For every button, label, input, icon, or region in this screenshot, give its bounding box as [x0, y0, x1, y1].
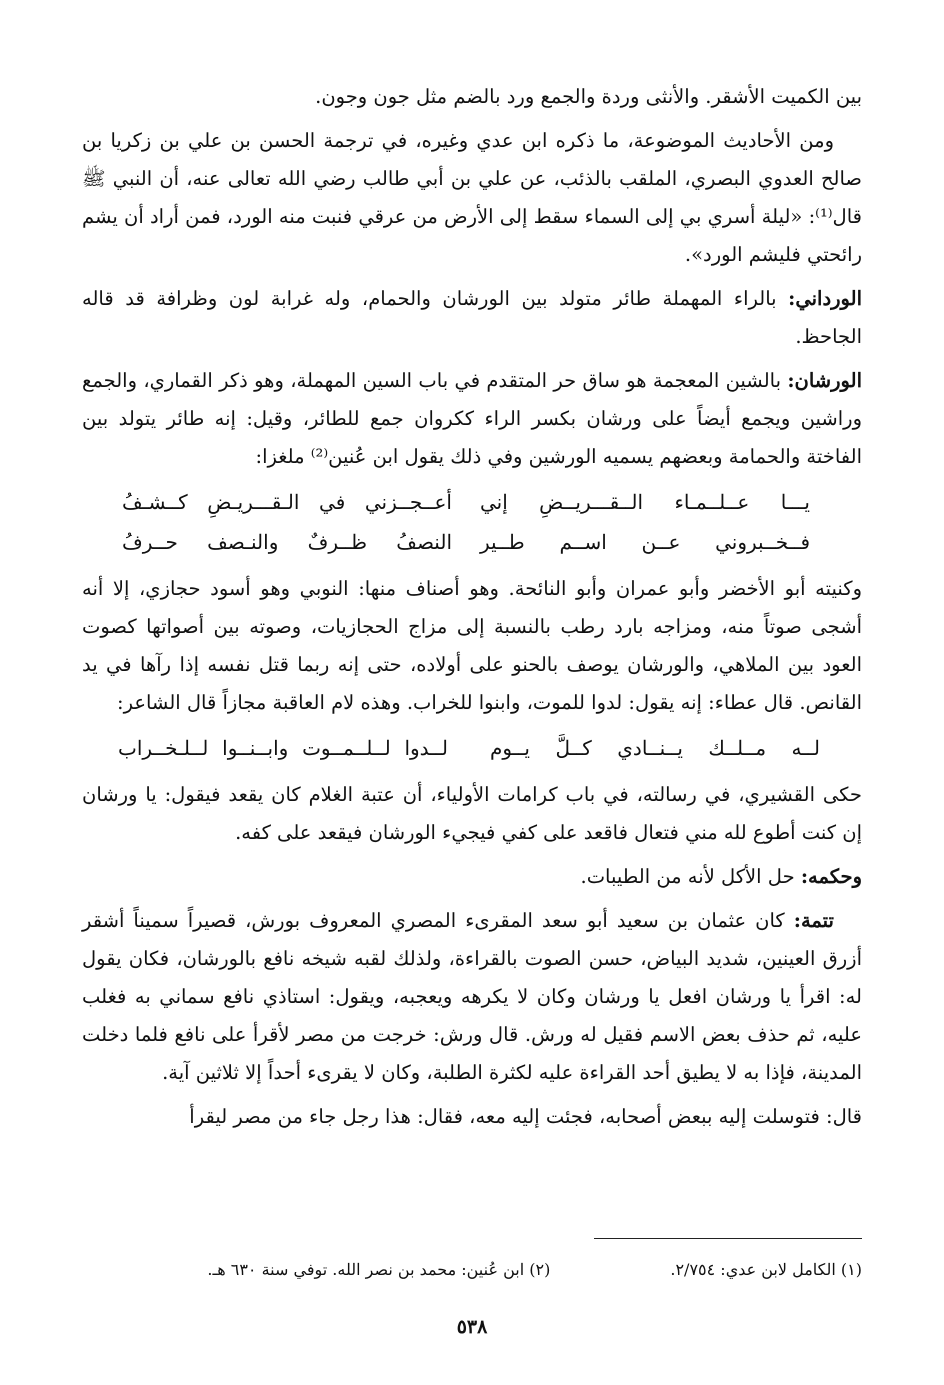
- paragraph-2: [82, 122, 862, 274]
- continuation-text: قال: فتوسلت إليه ببعض أصحابه، فجئت إليه معه، فقال: هذا رجل جاء من مصر ليقرأ: [189, 1105, 862, 1128]
- page-number: ٥٣٨: [456, 1316, 488, 1338]
- warshan-text: بالشين المعجمة هو ساق حر المتقدم في باب السين المهملة، وهو ذكر القماري، والجمع وراشين ويجمع أيضاً على ورشان بكسر الراء ككروان جمع للطائر، وقيل: إنه طائر يتولد بين الفاختة والحمامة وبعضهم يسميه الورشين وفي ذلك يقول ابن عُنين⁽²⁾ ملغزا:: [82, 369, 862, 468]
- paragraph-1-text: بين الكميت الأشقر. والأنثى وردة والجمع ورد بالضم مثل جون وجون.: [315, 85, 862, 108]
- supplement-term: تتمة:: [793, 909, 834, 932]
- poem-line: [82, 522, 862, 562]
- poem-hemistich-left: لــدوا لــلــمــوت وابــنــوا لــلـخــراب: [118, 736, 448, 760]
- footnote-2-number: (٢): [529, 1260, 551, 1279]
- footnote-1-text: الكامل لابن عدي: ٢/٧٥٤.: [670, 1260, 836, 1279]
- paragraph-supplement: [82, 902, 862, 1092]
- footnote-1-number: (١): [840, 1260, 862, 1279]
- paragraph-1: [82, 78, 862, 116]
- paragraph-warshan: [82, 362, 862, 476]
- warshan-term: الورشان:: [787, 369, 862, 392]
- paragraph-qushayri: [82, 776, 862, 852]
- footnote-2-text: ابن عُنين: محمد بن نصر الله. توفي سنة ٦٣٠ هـ.: [207, 1260, 525, 1279]
- supplement-text: كان عثمان بن سعيد أبو سعد المقرىء المصري المعروف بورش، قصيراً سميناً أشقر أزرق العينين، شديد البياض، حسن الصوت بالقراءة، ولذلك لقبه شيخه نافع بالورشان، فكان يقول له: اقرأ يا ورشان افعل يا ورشان وكان لا يكرهه ويعجبه، ويقول: استاذي نافع سماني به فغلب عليه، ثم حذف بعض الاسم فقيل له ورش. قال ورش: خرجت من مصر لأقرأ على نافع فلما دخلت المدينة، فإذا به لا يطيق أحد القراءة عليه لكثرة الطلبة، وكان لا يقرىء أحداً إلا ثلاثين آية.: [82, 909, 862, 1084]
- paragraph-continuation: [82, 1098, 862, 1136]
- poem-hemistich-left: النصفُ ظــرفٌ والنـصف حــرفُ: [122, 530, 452, 554]
- poem-hemistich-right: يـــا عــلــمـاء الــقـــريــضِ إني: [480, 490, 810, 514]
- page-body: [82, 78, 862, 1142]
- poem-line: [82, 482, 862, 522]
- footnote-1: [670, 1256, 862, 1284]
- wardani-text: بالراء المهملة طائر متولد بين الورشان والحمام، وله غرابة لون وظرافة قد قاله الجاحظ.: [82, 287, 862, 348]
- ruling-text: حل الأكل لأنه من الطيبات.: [580, 865, 801, 888]
- paragraph-wardani: [82, 280, 862, 356]
- kunya-text: وكنيته أبو الأخضر وأبو عمران وأبو النائحة. وهو أصناف منها: النوبي وهو أسود حجازي، إلا أنه أشجى صوتاً منه، ومزاجه بارد رطب بالنسبة إلى مزاج الحجازيات، وصوته بين أصواتها كصوت العود بين الملاهي، والورشان يوصف بالحنو على أولاده، حتى إنه ربما قتل نفسه إذا رآها في يد القانص. قال عطاء: إنه يقول: لدوا للموت، وابنوا للخراب. وهذه لام العاقبة مجازاً قال الشاعر:: [82, 577, 862, 714]
- wardani-term: الورداني:: [788, 287, 862, 310]
- footnotes: [82, 1256, 862, 1284]
- paragraph-ruling: [82, 858, 862, 896]
- poem-hemistich-left: أعــجــزني في الـقـــريـضِ كــشـفُ: [122, 490, 452, 514]
- qushayri-text: حكى القشيري، في رسالته، في باب كرامات الأولياء، أن عتبة الغلام كان يقعد فيقول: يا ورشان إن كنت أطوع لله مني فتعال فاقعد على كفي فيجيء الورشان فيقعد على كفه.: [82, 783, 862, 844]
- poem-death: [82, 728, 862, 768]
- poem-hemistich-right: فــخــبروني عــن اســم طــير: [480, 530, 810, 554]
- footnote-divider: [594, 1238, 862, 1239]
- poem-line: [82, 728, 862, 768]
- paragraph-kunya: [82, 570, 862, 722]
- ruling-term: وحكمه:: [800, 865, 862, 888]
- poem-riddle: [82, 482, 862, 562]
- footnote-2: [207, 1256, 550, 1284]
- poem-hemistich-right: لــه مــلــك يــنــادي كــلَّ يــوم: [490, 736, 820, 760]
- paragraph-2-text: ومن الأحاديث الموضوعة، ما ذكره ابن عدي وغيره، في ترجمة الحسن بن علي بن زكريا بن صالح العدوي البصري، الملقب بالذئب، عن علي بن أبي طالب رضي الله تعالى عنه، أن النبي ﷺ قال⁽¹⁾: «ليلة أسري بي إلى السماء سقط إلى الأرض من عرقي فنبت منه الورد، فمن أراد أن يشم رائحتي فليشم الورد».: [82, 129, 862, 266]
